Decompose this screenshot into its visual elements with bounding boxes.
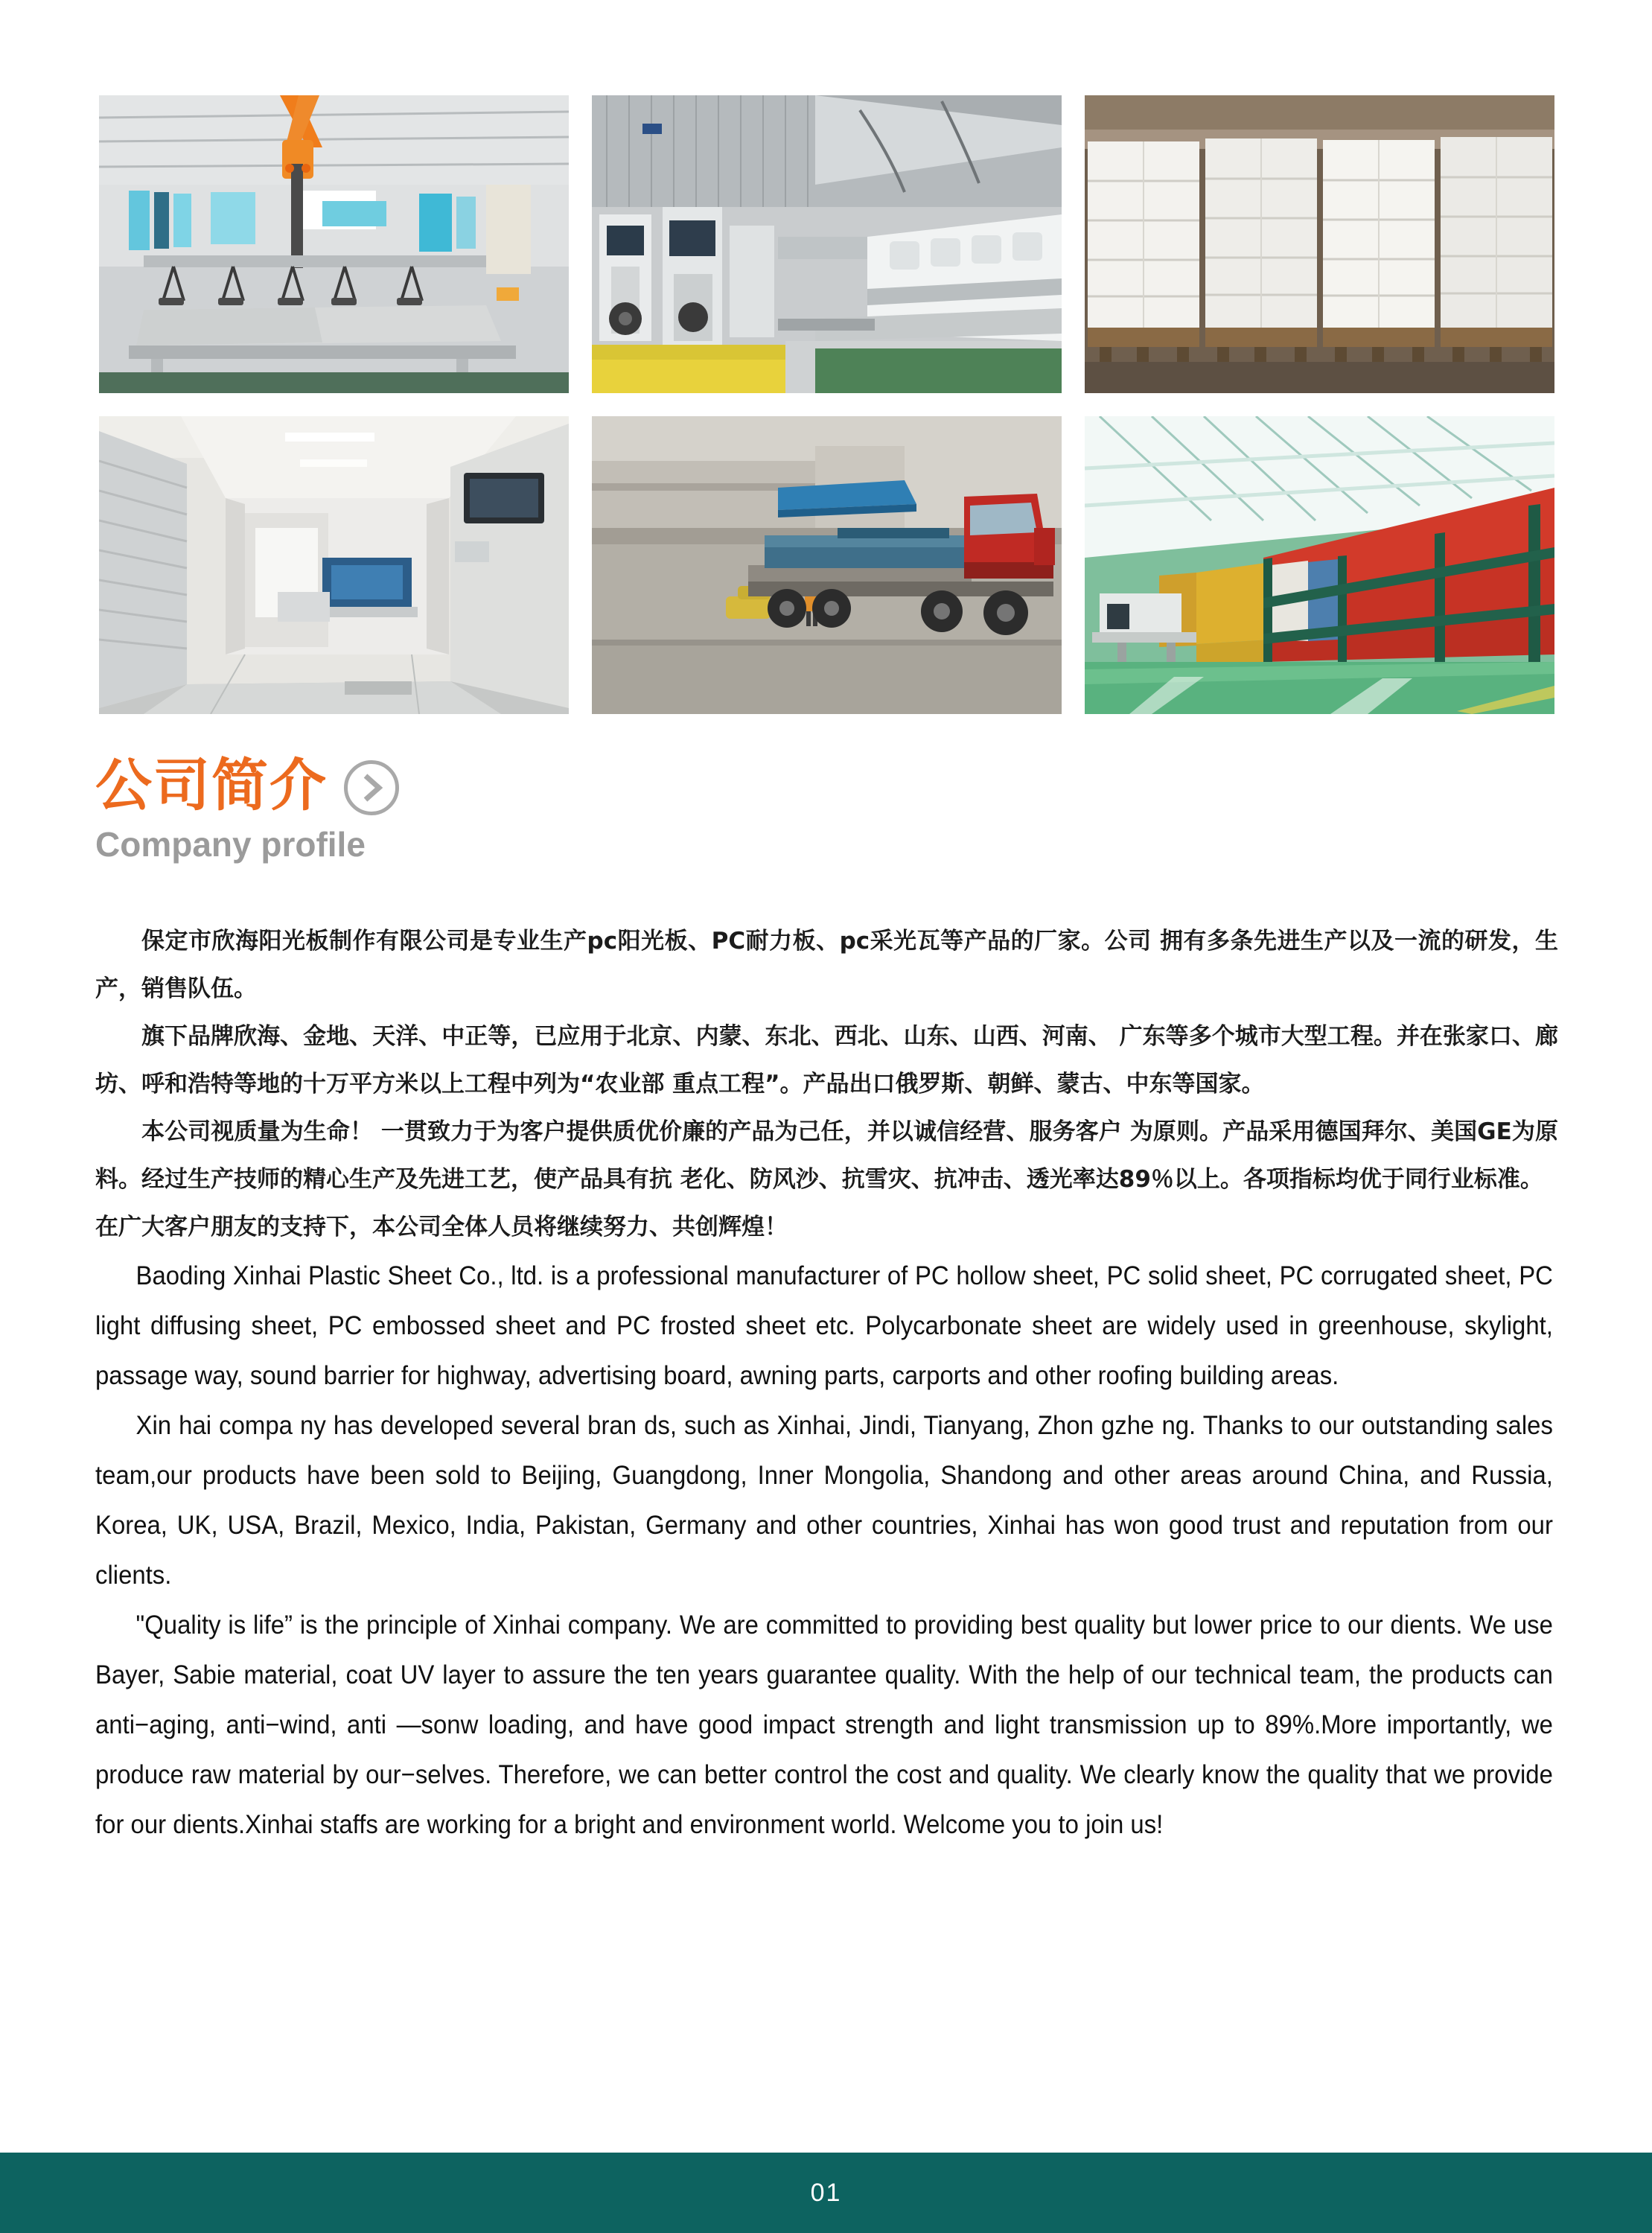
photo-office-corridor: [99, 416, 569, 714]
en-paragraph-1: Baoding Xinhai Plastic Sheet Co., ltd. is a professional manufacturer of PC hollow sheet, PC solid sheet, PC corrugated sheet, PC light diffusing sheet, PC embossed sheet and PC frosted sheet etc. Polycarbonate sheet are widely used in greenhouse, skylight, passage way, sound barrier for highway, advertising board, awning parts, carports and other roofing building areas.: [95, 1261, 1553, 1390]
page-number: 01: [810, 2178, 842, 2207]
photo-extrusion-machinery: [592, 95, 1062, 393]
cn-paragraph-1: 保定市欣海阳光板制作有限公司是专业生产pc阳光板、PC耐力板、pc采光瓦等产品的厂家。公司 拥有多条先进生产以及一流的研发，生产，销售队伍。: [95, 928, 1558, 1002]
cn-paragraph-2: 旗下品牌欣海、金地、天洋、中正等，已应用于北京、内蒙、东北、西北、山东、山西、河南、 广东等多个城市大型工程。并在张家口、廊坊、呼和浩特等地的十万平方米以上工程中列为“农业部 重点工程”。产品出口俄罗斯、朝鲜、蒙古、中东等国家。: [95, 1023, 1558, 1098]
en-paragraph-3: "Quality is life” is the principle of Xinhai company. We are committed to providing best quality but lower price to our dients. We use Bayer, Sabie material, coat UV layer to assure the ten years guarantee quality. With the help of our technical team, the products can anti−aging, anti−wind, anti —sonw loading, and have good impact strength and light transmission up to 89%.More importantly, we produce raw material by our−selves. Therefore, we can better control the cost and quality. We clearly know the quality that we provide for our dients.Xinhai staffs are working for a bright and environment world. Welcome you to join us!: [95, 1611, 1553, 1839]
en-paragraph-2: Xin hai compa ny has developed several bran ds, such as Xinhai, Jindi, Tianyang, Zhon gzhe ng. Thanks to our outstanding sales team,our products have been sold to Beijing, Guangdong, Inner Mongolia, Shandong and other areas around China, and Russia, Korea, UK, USA, Brazil, Mexico, India, Pakistan, Germany and other countries, Xinhai has won good trust and reputation from our clients.: [95, 1411, 1553, 1590]
photo-raw-material-warehouse: [1085, 95, 1554, 393]
page-subtitle: Company profile: [95, 825, 366, 864]
photo-grid: [99, 95, 1554, 714]
photo-finished-goods-rack: [1085, 416, 1554, 714]
page-title: 公司简介: [95, 752, 328, 819]
page-footer: [0, 2153, 1652, 2233]
cn-closing-line: 在广大客户朋友的支持下，本公司全体人员将继续努力、共创辉煌！: [95, 1214, 788, 1240]
section-heading-row: [95, 752, 840, 819]
chevron-right-circle-icon[interactable]: [344, 760, 399, 815]
cn-paragraph-3: 本公司视质量为生命！ 一贯致力于为客户提供质优价廉的产品为己任，并以诚信经营、服务客户 为原则。产品采用德国拜尔、美国GE为原料。经过生产技师的精心生产及先进工艺，使产品具有抗 老化、防风沙、抗雪灾、抗冲击、透光率达89％以上。各项指标均优于同行业标准。: [95, 1118, 1558, 1193]
photo-truck-loading: [592, 416, 1062, 714]
section-heading: [95, 752, 840, 864]
photo-production-line-gantry: [99, 95, 569, 393]
company-profile-body: [95, 917, 1558, 1850]
